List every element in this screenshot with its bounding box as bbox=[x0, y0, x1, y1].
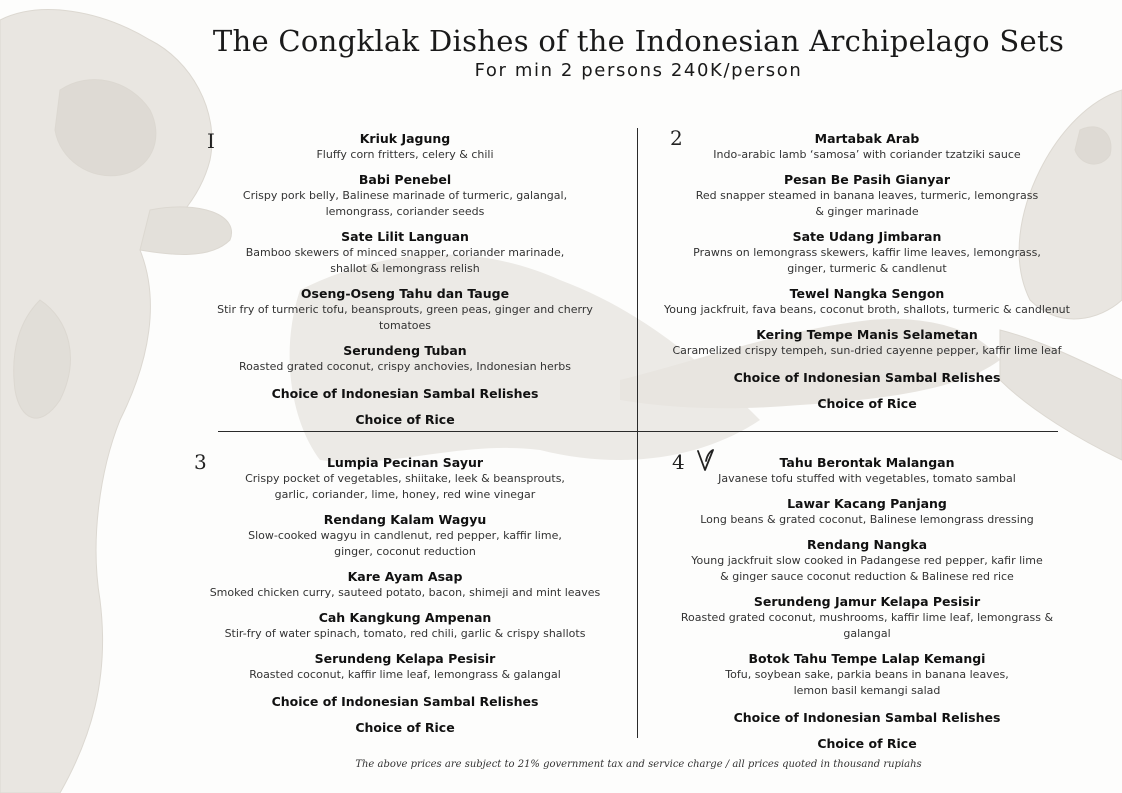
dish-name: Sate Udang Jimbaran bbox=[792, 229, 942, 244]
set-number-3: 3 bbox=[194, 450, 207, 474]
dish-item bbox=[190, 131, 620, 163]
dish-item bbox=[190, 610, 620, 642]
dish-description: Smoked chicken curry, sauteed potato, bacon, shimeji and mint leaves bbox=[209, 586, 601, 599]
dish-description: Roasted grated coconut, crispy anchovies, Indonesian herbs bbox=[238, 360, 572, 373]
dish-item bbox=[656, 496, 1078, 528]
divider-horizontal bbox=[218, 431, 1058, 432]
dish-item bbox=[656, 537, 1078, 585]
dish-description: Young jackfruit, fava beans, coconut broth, shallots, turmeric & candlenut bbox=[664, 303, 1070, 316]
dish-item bbox=[656, 286, 1078, 318]
dish-description: Indo-arabic lamb ‘samosa’ with coriander tzatziki sauce bbox=[713, 148, 1021, 161]
rice-choice: Choice of Rice bbox=[817, 396, 917, 411]
dish-description: Fluffy corn fritters, celery & chili bbox=[316, 148, 494, 161]
divider-vertical bbox=[637, 128, 638, 738]
dish-item bbox=[656, 455, 1078, 487]
dish-name: Martabak Arab bbox=[814, 131, 920, 146]
set-3-menu bbox=[190, 455, 620, 736]
dish-name: Tewel Nangka Sengon bbox=[789, 286, 945, 301]
dish-item bbox=[656, 172, 1078, 220]
dish-description: Long beans & grated coconut, Balinese lemongrass dressing bbox=[700, 513, 1034, 526]
dish-item bbox=[656, 594, 1078, 642]
dish-name: Sate Lilit Languan bbox=[341, 229, 469, 244]
dish-item bbox=[656, 651, 1078, 699]
dish-item bbox=[190, 172, 620, 220]
dish-item bbox=[190, 343, 620, 375]
dish-description: Bamboo skewers of minced snapper, coriander marinade, shallot & lemongrass relish bbox=[245, 246, 565, 275]
dish-name: Lumpia Pecinan Sayur bbox=[326, 455, 484, 470]
dish-description: Prawns on lemongrass skewers, kaffir lime leaves, lemongrass, ginger, turmeric & candlenut bbox=[693, 246, 1041, 275]
dish-item bbox=[656, 131, 1078, 163]
sambal-choice: Choice of Indonesian Sambal Relishes bbox=[271, 386, 539, 401]
page-title: The Congklak Dishes of the Indonesian Archipelago Sets bbox=[212, 24, 1065, 58]
rice-choice: Choice of Rice bbox=[355, 720, 455, 735]
dish-name: Kriuk Jagung bbox=[359, 131, 451, 146]
dish-description: Javanese tofu stuffed with vegetables, tomato sambal bbox=[718, 472, 1016, 485]
dish-description: Roasted coconut, kaffir lime leaf, lemongrass & galangal bbox=[249, 668, 561, 681]
dish-name: Lawar Kacang Panjang bbox=[787, 496, 947, 511]
set-2-menu bbox=[656, 131, 1078, 412]
dish-item bbox=[656, 229, 1078, 277]
dish-name: Tahu Berontak Malangan bbox=[779, 455, 955, 470]
sambal-choice: Choice of Indonesian Sambal Relishes bbox=[271, 694, 539, 709]
dish-description: Stir fry of turmeric tofu, beansprouts, green peas, ginger and cherry tomatoes bbox=[217, 303, 593, 332]
dish-name: Babi Penebel bbox=[358, 172, 452, 187]
dish-description: Young jackfruit slow cooked in Padangese red pepper, kafir lime & ginger sauce coconut reduction & Balinese red rice bbox=[691, 554, 1043, 583]
dish-name: Pesan Be Pasih Gianyar bbox=[784, 172, 950, 187]
page-subtitle: For min 2 persons 240K/person bbox=[474, 60, 803, 81]
set-4-menu bbox=[656, 455, 1078, 752]
dish-description: Crispy pocket of vegetables, shiitake, leek & beansprouts, garlic, coriander, lime, honey, red wine vinegar bbox=[245, 472, 565, 501]
set-number-4: 4 bbox=[672, 450, 685, 474]
dish-name: Kering Tempe Manis Selametan bbox=[756, 327, 978, 342]
dish-description: Slow-cooked wagyu in candlenut, red pepper, kaffir lime, ginger, coconut reduction bbox=[248, 529, 562, 558]
dish-name: Serundeng Tuban bbox=[343, 343, 467, 358]
sambal-choice: Choice of Indonesian Sambal Relishes bbox=[733, 710, 1001, 725]
dish-item bbox=[190, 651, 620, 683]
set-1-menu bbox=[190, 131, 620, 428]
footer-note: The above prices are subject to 21% government tax and service charge / all prices quoted in thousand rupiahs bbox=[355, 759, 922, 770]
set-number-1: I bbox=[207, 129, 215, 153]
dish-description: Stir-fry of water spinach, tomato, red chili, garlic & crispy shallots bbox=[224, 627, 586, 640]
dish-name: Oseng-Oseng Tahu dan Tauge bbox=[300, 286, 510, 301]
set-number-2: 2 bbox=[670, 126, 683, 150]
rice-choice: Choice of Rice bbox=[355, 412, 455, 427]
dish-item bbox=[190, 569, 620, 601]
dish-description: Red snapper steamed in banana leaves, turmeric, lemongrass & ginger marinade bbox=[695, 189, 1039, 218]
dish-item bbox=[190, 512, 620, 560]
dish-name: Rendang Kalam Wagyu bbox=[323, 512, 487, 527]
sambal-choice: Choice of Indonesian Sambal Relishes bbox=[733, 370, 1001, 385]
dish-name: Cah Kangkung Ampenan bbox=[318, 610, 492, 625]
dish-description: Crispy pork belly, Balinese marinade of turmeric, galangal, lemongrass, coriander seeds bbox=[242, 189, 568, 218]
dish-name: Rendang Nangka bbox=[806, 537, 928, 552]
dish-description: Caramelized crispy tempeh, sun-dried cayenne pepper, kaffir lime leaf bbox=[672, 344, 1062, 357]
dish-item bbox=[190, 455, 620, 503]
dish-description: Tofu, soybean sake, parkia beans in banana leaves, lemon basil kemangi salad bbox=[725, 668, 1009, 697]
dish-name: Botok Tahu Tempe Lalap Kemangi bbox=[748, 651, 986, 666]
dish-item bbox=[190, 286, 620, 334]
dish-name: Kare Ayam Asap bbox=[347, 569, 463, 584]
dish-item bbox=[656, 327, 1078, 359]
dish-description: Roasted grated coconut, mushrooms, kaffir lime leaf, lemongrass & galangal bbox=[680, 611, 1054, 640]
dish-item bbox=[190, 229, 620, 277]
rice-choice: Choice of Rice bbox=[817, 736, 917, 751]
dish-name: Serundeng Jamur Kelapa Pesisir bbox=[753, 594, 981, 609]
dish-name: Serundeng Kelapa Pesisir bbox=[314, 651, 496, 666]
